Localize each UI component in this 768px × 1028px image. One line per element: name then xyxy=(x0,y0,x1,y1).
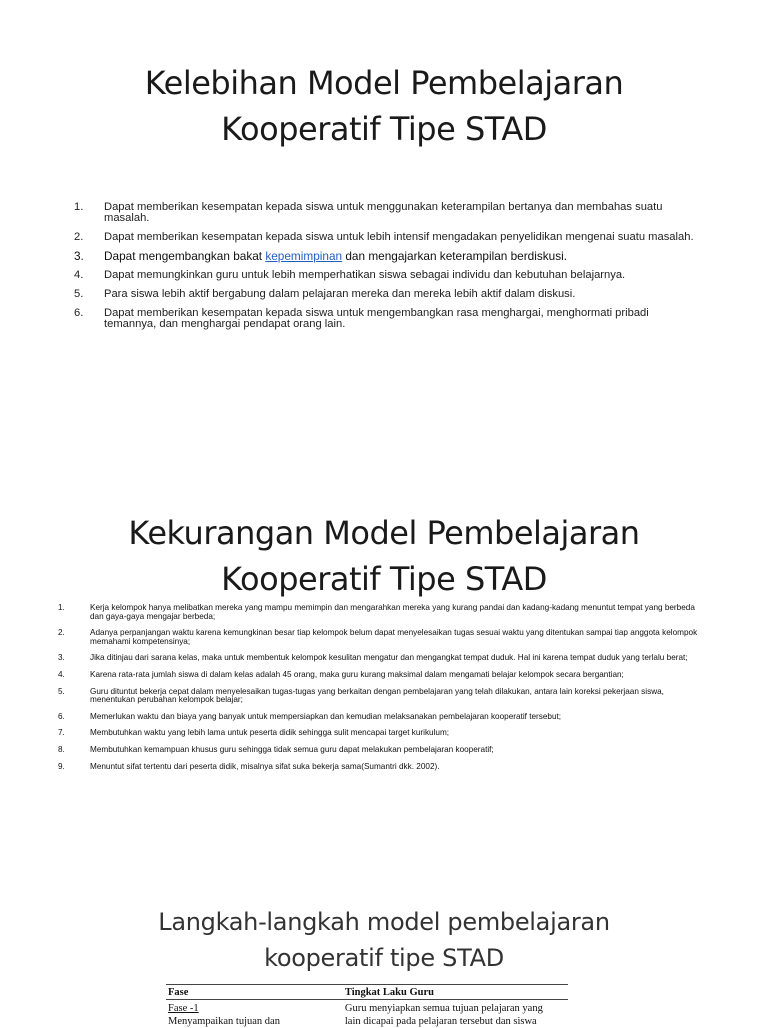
item-text: Membutuhkan kemampuan khusus guru sehingga tidak semua guru dapat melakukan pembelajaran kooperatif; xyxy=(90,745,494,754)
disadvantages-list xyxy=(58,604,698,779)
slide-kekurangan xyxy=(0,480,768,880)
fase-label: Fase -1 xyxy=(168,1003,199,1014)
slide-title xyxy=(40,904,728,976)
item-number: 6. xyxy=(74,308,83,319)
title-line-1: Kekurangan Model Pembelajaran xyxy=(128,514,639,552)
title-line-2: Kooperatif Tipe STAD xyxy=(221,110,547,148)
header-tingkat-laku-guru: Tingkat Laku Guru xyxy=(343,985,568,1000)
list-item xyxy=(58,688,698,705)
item-text: Guru dituntut bekerja cepat dalam menyelesaikan tugas-tugas yang berkaitan dengan pembelajaran yang telah dilakukan, antara lain koreksi pekerjaan siswa, menentukan perubahan kelompok belajar; xyxy=(90,687,664,705)
item-text: Membutuhkan waktu yang lebih lama untuk peserta didik sehingga sulit mencapai target kurikulum; xyxy=(90,728,449,737)
slide-title xyxy=(40,510,728,602)
item-number: 3. xyxy=(58,654,65,663)
item-number: 5. xyxy=(74,289,83,300)
item-text: Menuntut sifat tertentu dari peserta didik, misalnya sifat suka bekerja sama(Sumantri dkk. 2002). xyxy=(90,762,440,771)
slide-langkah xyxy=(0,880,768,1024)
slide-title xyxy=(40,60,728,152)
item-number: 4. xyxy=(74,270,83,281)
title-line-2: kooperatif tipe STAD xyxy=(264,944,504,972)
item-text: Karena rata-rata jumlah siswa di dalam kelas adalah 45 orang, maka guru kurang maksimal dalam mengamati belajar kelompok secara bergantian; xyxy=(90,670,624,679)
steps-table xyxy=(166,984,568,1028)
item-number: 2. xyxy=(58,629,65,638)
item-text: Jika ditinjau dari sarana kelas, maka untuk membentuk kelompok kesulitan mengatur dan mengangkat tempat duduk. Hal ini karena tempat duduk yang terlalu berat; xyxy=(90,653,688,662)
list-item xyxy=(58,629,698,646)
list-item xyxy=(74,202,694,224)
slide-kelebihan xyxy=(0,0,768,480)
list-item xyxy=(58,671,698,680)
item-text: Memerlukan waktu dan biaya yang banyak untuk mempersiapkan dan kemudian melaksanakan pembelajaran kooperatif tersebut; xyxy=(90,712,561,721)
list-item xyxy=(74,251,694,262)
fase-desc: Menyampaikan tujuan dan xyxy=(168,1016,280,1027)
item-number: 6. xyxy=(58,713,65,722)
item-number: 7. xyxy=(58,729,65,738)
advantages-list xyxy=(74,202,694,338)
list-item xyxy=(74,232,694,243)
item-text-before: Dapat mengembangkan bakat xyxy=(104,249,265,263)
item-text: Kerja kelompok hanya melibatkan mereka yang mampu memimpin dan mengarahkan mereka yang kurang pandai dan kadang-kadang menuntut tempat yang berbeda dan gaya-gaya mengajar berbeda; xyxy=(90,603,695,621)
header-fase: Fase xyxy=(166,985,343,1000)
title-line-2: Kooperatif Tipe STAD xyxy=(221,560,547,598)
item-text: Dapat memungkinkan guru untuk lebih memperhatikan siswa sebagai individu dan kebutuhan belajarnya. xyxy=(104,269,625,281)
guru-line-1: Guru menyiapkan semua tujuan pelajaran yang xyxy=(345,1003,543,1014)
item-text: Dapat memberikan kesempatan kepada siswa untuk mengembangkan rasa menghargai, menghormati pribadi temannya, dan menghargai pendapat orang lain. xyxy=(104,307,649,330)
list-item xyxy=(58,729,698,738)
list-item xyxy=(58,713,698,722)
item-number: 1. xyxy=(58,604,65,613)
item-number: 4. xyxy=(58,671,65,680)
item-number: 5. xyxy=(58,688,65,697)
list-item xyxy=(74,270,694,281)
item-number: 2. xyxy=(74,232,83,243)
guru-line-2: lain dicapai pada pelajaran tersebut dan siswa xyxy=(345,1016,537,1027)
item-text-after: dan mengajarkan keterampilan berdiskusi. xyxy=(342,249,567,263)
list-item xyxy=(58,654,698,663)
list-item xyxy=(58,746,698,755)
list-item xyxy=(74,308,694,330)
item-text: Dapat memberikan kesempatan kepada siswa untuk lebih intensif mengadakan penyelidikan mengenai suatu masalah. xyxy=(104,231,694,243)
kepemimpinan-link[interactable]: kepemimpinan xyxy=(265,249,342,263)
item-number: 9. xyxy=(58,763,65,772)
title-line-1: Kelebihan Model Pembelajaran xyxy=(145,64,624,102)
item-text: Dapat memberikan kesempatan kepada siswa untuk menggunakan keterampilan bertanya dan membahas suatu masalah. xyxy=(104,201,662,224)
title-line-1: Langkah-langkah model pembelajaran xyxy=(158,908,610,936)
list-item xyxy=(74,289,694,300)
list-item xyxy=(58,763,698,772)
item-number: 1. xyxy=(74,202,83,213)
item-number: 8. xyxy=(58,746,65,755)
table-header-row xyxy=(166,985,568,1000)
item-text: Para siswa lebih aktif bergabung dalam pelajaran mereka dan mereka lebih aktif dalam diskusi. xyxy=(104,288,575,300)
item-number: 3. xyxy=(74,251,84,262)
item-text: Adanya perpanjangan waktu karena kemungkinan besar tiap kelompok belum dapat menyelesaikan tugas sesuai waktu yang ditentukan sampai tiap anggota kelompok memahami kompetensinya; xyxy=(90,628,697,646)
list-item xyxy=(58,604,698,621)
